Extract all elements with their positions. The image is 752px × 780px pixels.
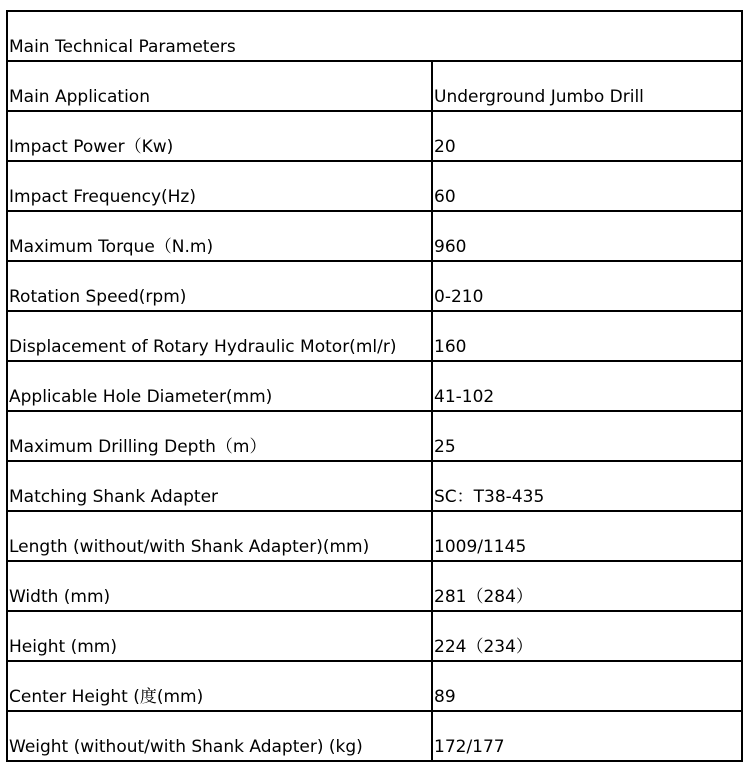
parameter-value: 172/177 bbox=[432, 711, 742, 761]
parameter-value: 1009/1145 bbox=[432, 511, 742, 561]
parameter-value: 224（234） bbox=[432, 611, 742, 661]
table-row bbox=[7, 211, 742, 261]
parameter-value: SC：T38-435 bbox=[432, 461, 742, 511]
table-row bbox=[7, 661, 742, 711]
table-row bbox=[7, 411, 742, 461]
table-row bbox=[7, 311, 742, 361]
parameter-label: Maximum Drilling Depth（m） bbox=[7, 411, 432, 461]
parameter-value: 41-102 bbox=[432, 361, 742, 411]
table-row bbox=[7, 111, 742, 161]
parameter-label: Impact Frequency(Hz) bbox=[7, 161, 432, 211]
parameter-label: Center Height (度(mm) bbox=[7, 661, 432, 711]
parameter-label: Matching Shank Adapter bbox=[7, 461, 432, 511]
parameter-value: 960 bbox=[432, 211, 742, 261]
parameter-value: 160 bbox=[432, 311, 742, 361]
parameter-value: Underground Jumbo Drill bbox=[432, 61, 742, 111]
parameter-label: Height (mm) bbox=[7, 611, 432, 661]
table-row bbox=[7, 61, 742, 111]
parameter-label: Applicable Hole Diameter(mm) bbox=[7, 361, 432, 411]
parameter-value: 60 bbox=[432, 161, 742, 211]
table-title: Main Technical Parameters bbox=[7, 11, 742, 61]
parameter-label: Width (mm) bbox=[7, 561, 432, 611]
parameter-label: Rotation Speed(rpm) bbox=[7, 261, 432, 311]
parameter-value: 0-210 bbox=[432, 261, 742, 311]
parameter-label: Length (without/with Shank Adapter)(mm) bbox=[7, 511, 432, 561]
parameter-label: Displacement of Rotary Hydraulic Motor(ml/r) bbox=[7, 311, 432, 361]
table-title-row bbox=[7, 11, 742, 61]
parameter-label: Main Application bbox=[7, 61, 432, 111]
table-row bbox=[7, 711, 742, 761]
parameter-label: Weight (without/with Shank Adapter) (kg) bbox=[7, 711, 432, 761]
parameter-label: Maximum Torque（N.m) bbox=[7, 211, 432, 261]
parameter-label: Impact Power（Kw) bbox=[7, 111, 432, 161]
table-row bbox=[7, 511, 742, 561]
table-row bbox=[7, 361, 742, 411]
table-row bbox=[7, 611, 742, 661]
table-row bbox=[7, 461, 742, 511]
table-row bbox=[7, 261, 742, 311]
parameter-value: 89 bbox=[432, 661, 742, 711]
parameter-value: 20 bbox=[432, 111, 742, 161]
table-row bbox=[7, 161, 742, 211]
technical-parameters-table bbox=[6, 10, 743, 762]
parameter-value: 25 bbox=[432, 411, 742, 461]
table-row bbox=[7, 561, 742, 611]
parameter-value: 281（284） bbox=[432, 561, 742, 611]
